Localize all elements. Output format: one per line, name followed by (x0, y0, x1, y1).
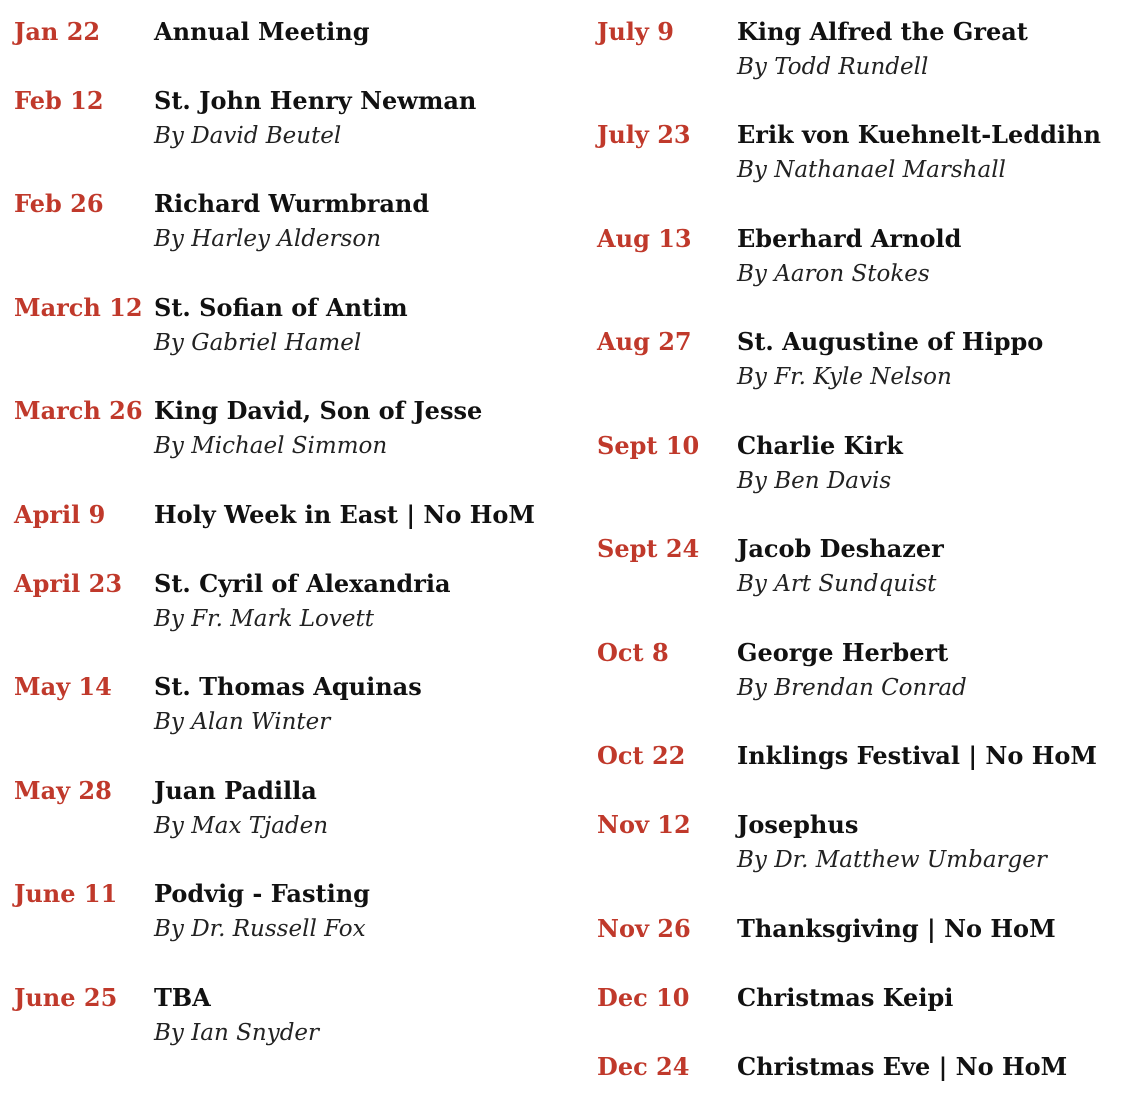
event-date: July 9 (597, 17, 674, 46)
event-title: Thanksgiving | No HoM (737, 914, 1056, 943)
event-date: July 23 (597, 120, 691, 149)
event-speaker: By Fr. Mark Lovett (154, 606, 374, 632)
event-speaker: By Max Tjaden (154, 813, 329, 839)
event-title: Richard Wurmbrand (154, 189, 430, 218)
event-date: Feb 26 (14, 189, 104, 218)
event-date: Aug 27 (597, 327, 692, 356)
event-title: St. Sofian of Antim (154, 293, 408, 322)
event-title: George Herbert (737, 638, 949, 667)
event-title: Podvig - Fasting (154, 879, 370, 908)
event-title: Eberhard Arnold (737, 224, 962, 253)
event-date: Aug 13 (597, 224, 692, 253)
event-title: St. John Henry Newman (154, 86, 477, 115)
event-date: Nov 12 (597, 810, 691, 839)
event-title: Jacob Deshazer (737, 534, 944, 563)
event-title: St. Cyril of Alexandria (154, 569, 451, 598)
event-date: May 28 (14, 776, 112, 805)
event-speaker: By Ian Snyder (154, 1020, 320, 1046)
event-speaker: By David Beutel (154, 123, 342, 149)
event-title: Erik von Kuehnelt-Leddihn (737, 120, 1101, 149)
event-date: Nov 26 (597, 914, 691, 943)
event-date: Sept 10 (597, 431, 700, 460)
event-speaker: By Todd Rundell (737, 54, 929, 80)
event-title: Holy Week in East | No HoM (154, 500, 535, 529)
event-title: Christmas Eve | No HoM (737, 1052, 1068, 1081)
event-date: Oct 8 (597, 638, 669, 667)
event-title: St. Augustine of Hippo (737, 327, 1044, 356)
event-title: King David, Son of Jesse (154, 396, 483, 425)
event-speaker: By Fr. Kyle Nelson (737, 364, 952, 390)
event-speaker: By Dr. Matthew Umbarger (737, 847, 1047, 873)
event-date: April 23 (14, 569, 123, 598)
event-date: Feb 12 (14, 86, 104, 115)
event-title: Josephus (737, 810, 859, 839)
event-title: Christmas Keipi (737, 983, 954, 1012)
event-title: St. Thomas Aquinas (154, 672, 422, 701)
event-title: Juan Padilla (154, 776, 317, 805)
event-date: June 11 (14, 879, 118, 908)
event-title: Annual Meeting (154, 17, 370, 46)
event-date: Oct 22 (597, 741, 686, 770)
event-date: Jan 22 (14, 17, 101, 46)
event-date: March 12 (14, 293, 143, 322)
event-date: March 26 (14, 396, 143, 425)
event-date: April 9 (14, 500, 106, 529)
event-speaker: By Harley Alderson (154, 226, 382, 252)
event-speaker: By Ben Davis (737, 468, 892, 494)
event-date: May 14 (14, 672, 112, 701)
event-date: Sept 24 (597, 534, 700, 563)
event-speaker: By Nathanael Marshall (737, 157, 1006, 183)
event-date: June 25 (14, 983, 118, 1012)
event-speaker: By Brendan Conrad (737, 675, 967, 701)
event-title: Charlie Kirk (737, 431, 903, 460)
event-speaker: By Dr. Russell Fox (154, 916, 366, 942)
event-date: Dec 24 (597, 1052, 690, 1081)
event-title: TBA (154, 983, 211, 1012)
event-speaker: By Alan Winter (154, 709, 331, 735)
event-title: King Alfred the Great (737, 17, 1028, 46)
event-speaker: By Aaron Stokes (737, 261, 930, 287)
event-title: Inklings Festival | No HoM (737, 741, 1097, 770)
event-speaker: By Michael Simmon (154, 433, 388, 459)
event-speaker: By Gabriel Hamel (154, 330, 362, 356)
event-date: Dec 10 (597, 983, 690, 1012)
event-speaker: By Art Sundquist (737, 571, 937, 597)
